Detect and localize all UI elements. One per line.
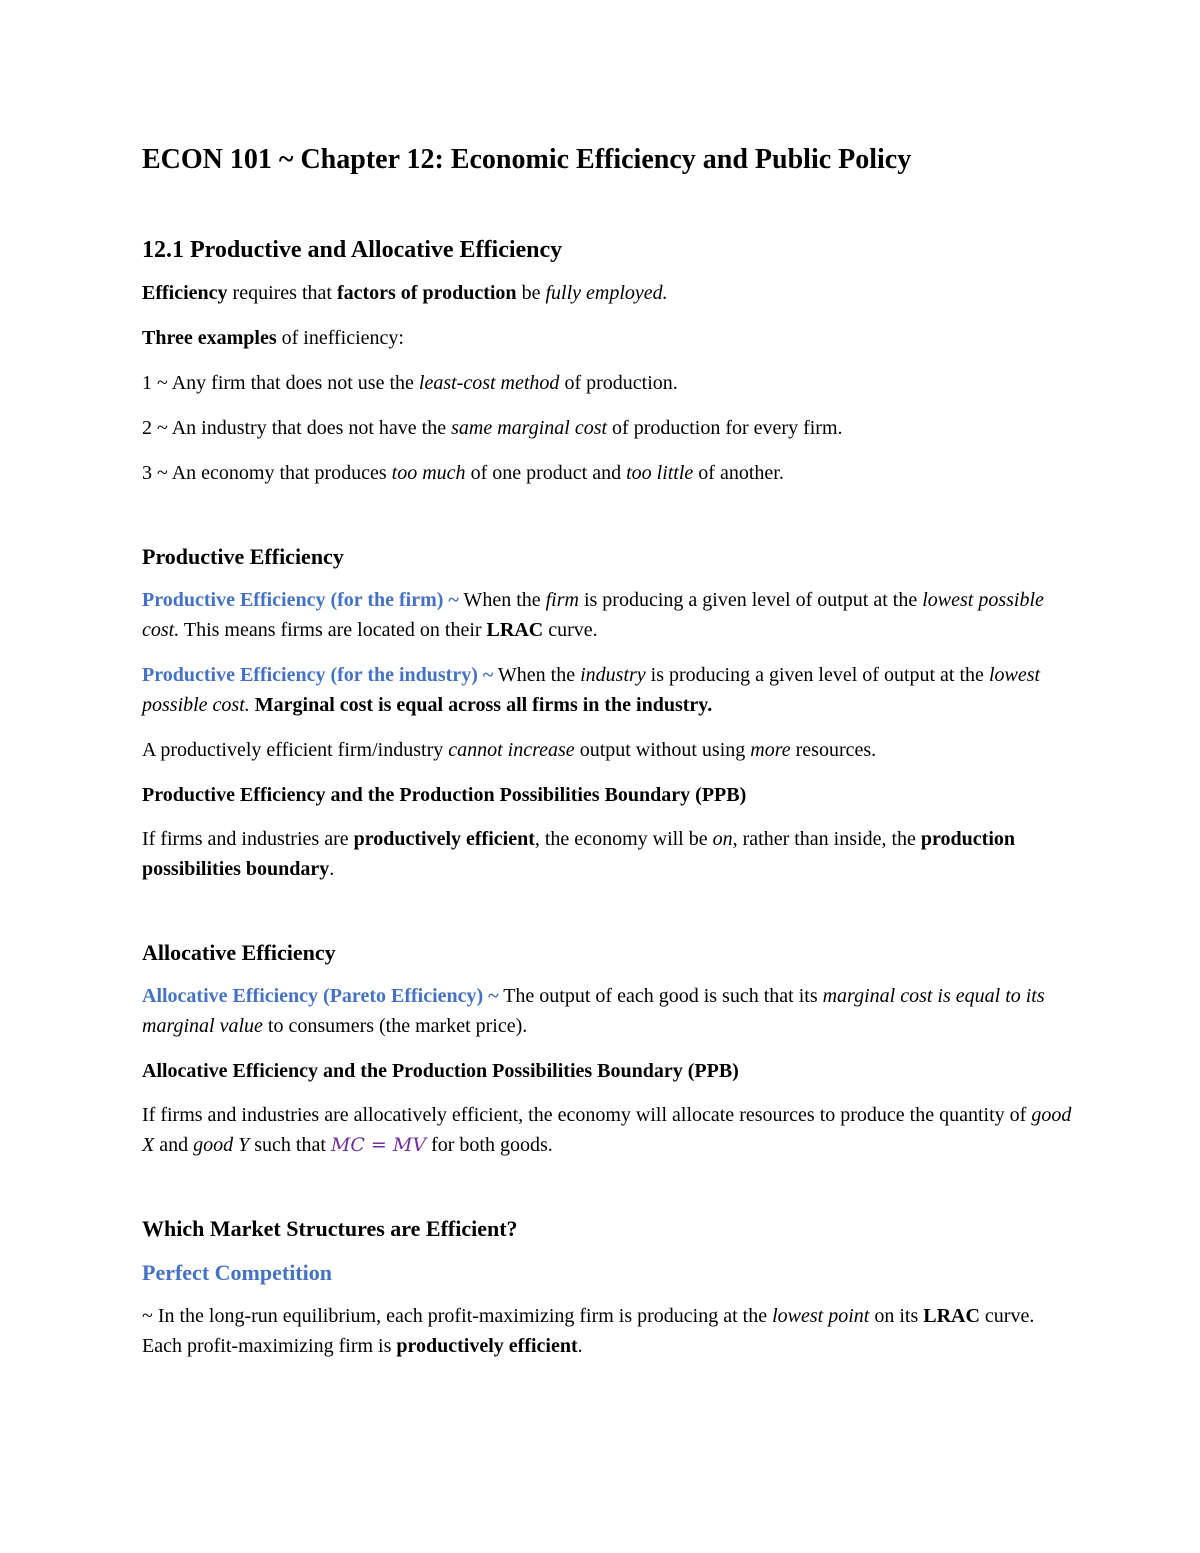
example-2: 2 ~ An industry that does not have the same marginal cost of production for every firm.	[142, 417, 843, 439]
productive-efficiency-heading: Productive Efficiency	[142, 544, 344, 569]
market-structures-heading: Which Market Structures are Efficient?	[142, 1216, 518, 1241]
allocative-efficiency-heading: Allocative Efficiency	[142, 940, 336, 965]
productive-efficiency-note: A productively efficient firm/industry cannot increase output without using more resources.	[142, 739, 877, 761]
allocative-ppb-text: If firms and industries are allocatively efficient, the economy will allocate resources to produce the quantity of good X and good Y such that MC = MV for both goods.	[142, 1104, 1072, 1156]
efficiency-definition: Efficiency requires that factors of production be fully employed.	[142, 282, 668, 304]
example-1: 1 ~ Any firm that does not use the least-cost method of production.	[142, 372, 678, 394]
allocative-efficiency-definition: Allocative Efficiency (Pareto Efficiency) ~ The output of each good is such that its marginal cost is equal to its marginal value to consumers (the market price).	[142, 985, 1045, 1037]
productive-efficiency-firm: Productive Efficiency (for the firm) ~ When the firm is producing a given level of output at the lowest possible cost. This means firms are located on their LRAC curve.	[142, 589, 1044, 641]
productive-ppb-heading: Productive Efficiency and the Production Possibilities Boundary (PPB)	[142, 784, 747, 806]
mc-equals-mv-formula: MC = MV	[330, 1134, 427, 1156]
section-heading-12-1: 12.1 Productive and Allocative Efficiency	[142, 237, 563, 263]
productive-ppb-text: If firms and industries are productively efficient, the economy will be on, rather than inside, the production possibilities boundary.	[142, 828, 1015, 880]
perfect-competition-text: ~ In the long-run equilibrium, each profit-maximizing firm is producing at the lowest point on its LRAC curve. Each profit-maximizing firm is productively efficient.	[142, 1305, 1035, 1357]
perfect-competition-heading: Perfect Competition	[142, 1260, 332, 1285]
allocative-ppb-heading: Allocative Efficiency and the Production Possibilities Boundary (PPB)	[142, 1060, 739, 1082]
examples-intro: Three examples of inefficiency:	[142, 327, 404, 349]
example-3: 3 ~ An economy that produces too much of one product and too little of another.	[142, 462, 784, 484]
document-page	[142, 140, 1072, 1376]
document-title: ECON 101 ~ Chapter 12: Economic Efficiency and Public Policy	[142, 144, 912, 175]
productive-efficiency-industry: Productive Efficiency (for the industry) ~ When the industry is producing a given level of output at the lowest possible cost. Marginal cost is equal across all firms in the industry.	[142, 664, 1041, 716]
